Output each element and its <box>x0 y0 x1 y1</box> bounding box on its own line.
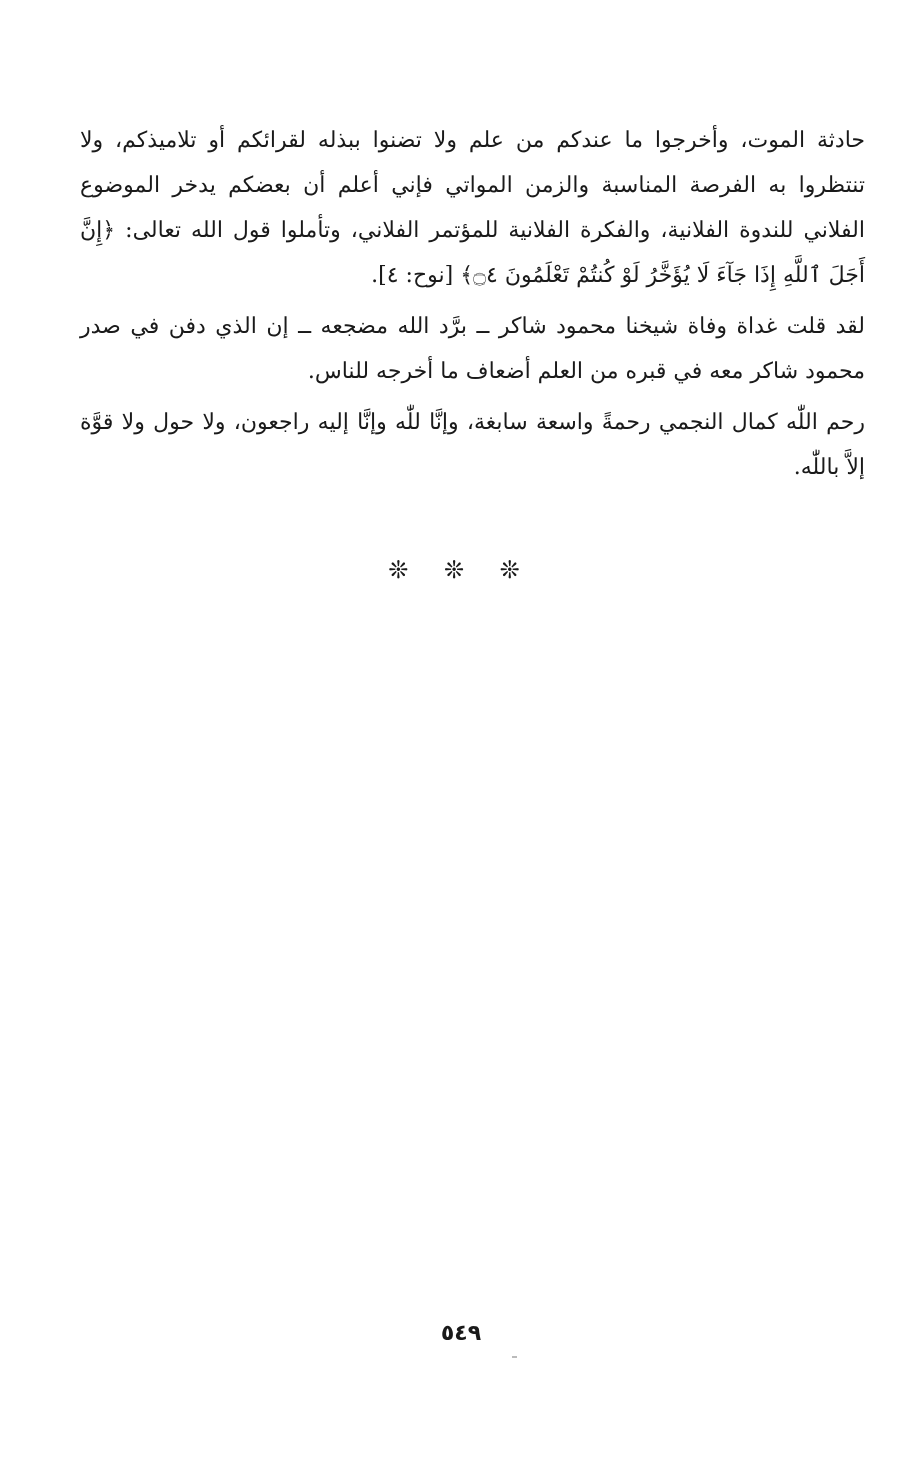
paragraph-1 <box>80 118 865 298</box>
verse-reference: [نوح: ٤]. <box>371 263 461 288</box>
scan-speck <box>512 1356 517 1358</box>
paragraph-3: رحم اللّٰه كمال النجمي رحمةً واسعة سابغة، وإنَّا للّٰه وإنَّا إليه راجعون، ولا حول ولا قوَّة إلاَّ باللّٰه. <box>80 410 865 480</box>
paragraph-2: لقد قلت غداة وفاة شيخنا محمود شاكر ــ برَّد الله مضجعه ــ إن الذي دفن في صدر محمود شاكر معه في قبره من العلم أضعاف ما أخرجه للناس. <box>80 314 865 384</box>
paragraph-1-text: حادثة الموت، وأخرجوا ما عندكم من علم ولا تضنوا ببذله لقرائكم أو تلاميذكم، ولا تنتظروا به الفرصة المناسبة والزمن المواتي فإني أعلم أن بعضكم يدخر الموضوع الفلاني للندوة الفلانية، والفكرة الفلانية للمؤتمر الفلاني، وتأملوا قول الله تعالى: <box>80 128 865 243</box>
quran-verse: ﴿إِنَّ أَجَلَ ٱللَّهِ إِذَا جَآءَ لَا يُؤَخَّرُ لَوْ كُنتُمْ تَعْلَمُونَ ۝٤﴾ <box>80 218 865 288</box>
page-number: ٥٤٩ <box>440 1321 482 1346</box>
section-separator: ❊ ❊ ❊ <box>388 556 534 584</box>
page-body <box>80 118 865 490</box>
